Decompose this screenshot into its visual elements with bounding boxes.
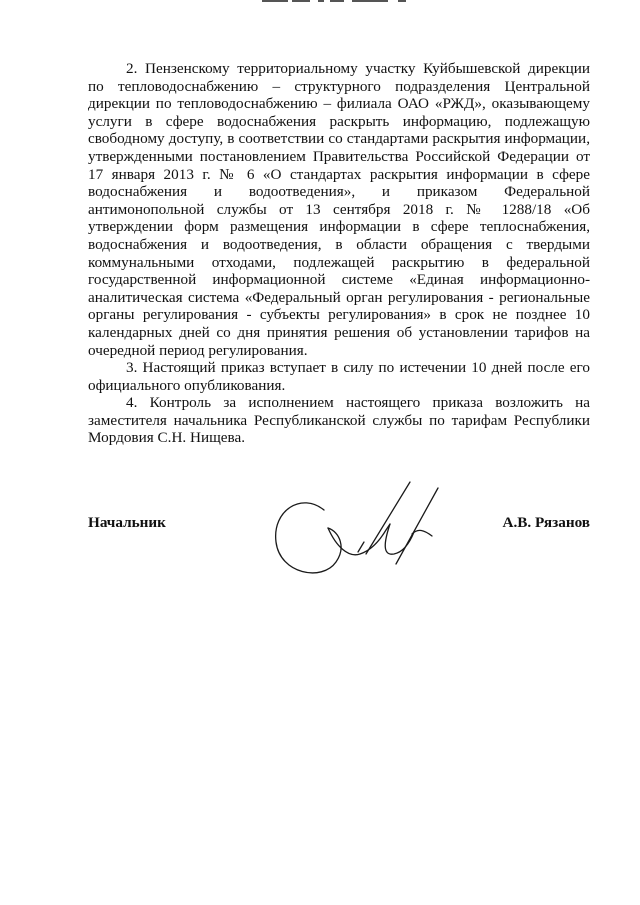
handwritten-signature xyxy=(262,470,452,600)
paragraph-2: 2. Пензенскому территориальному участку Куйбышевской дирекции по тепловодоснабжению – структурного подразделения Центральной дирекции по тепловодоснабжению – филиала ОАО «РЖД», оказывающему услуги в сфере водоснабжения раскрыть информацию, подлежащую свободному доступу, в соответствии со стандартами раскрытия информации, утвержденными постановлением Правительства Российской Федерации от 17 января 2013 г. № 6 «О стандартах раскрытия информации в сфере водоснабжения и водоотведения», и приказом Федеральной антимонопольной службы от 13 сентября 2018 г. № 1288/18 «Об утверждении форм размещения информации в сфере теплоснабжения, водоснабжения и водоотведения, в области обращения с твердыми коммунальными отходами, подлежащей раскрытию в федеральной государственной информационной системе «Единая информационно-аналитическая система «Федеральный орган регулирования - региональные органы регулирования - субъекты регулирования» в срок не позднее 10 календарных дней со дня принятия решения об установлении тарифов на очередной период регулирования. xyxy=(88,60,590,359)
document-body xyxy=(88,60,590,447)
signatory-title: Начальник xyxy=(88,514,166,531)
paragraph-3: 3. Настоящий приказ вступает в силу по истечении 10 дней после его официального опубликования. xyxy=(88,359,590,394)
paragraph-4: 4. Контроль за исполнением настоящего приказа возложить на заместителя начальника Республиканской службы по тарифам Республики Мордовия С.Н. Нищева. xyxy=(88,394,590,447)
scan-artifact-top xyxy=(0,0,640,6)
signatory-name: А.В. Рязанов xyxy=(502,514,590,531)
